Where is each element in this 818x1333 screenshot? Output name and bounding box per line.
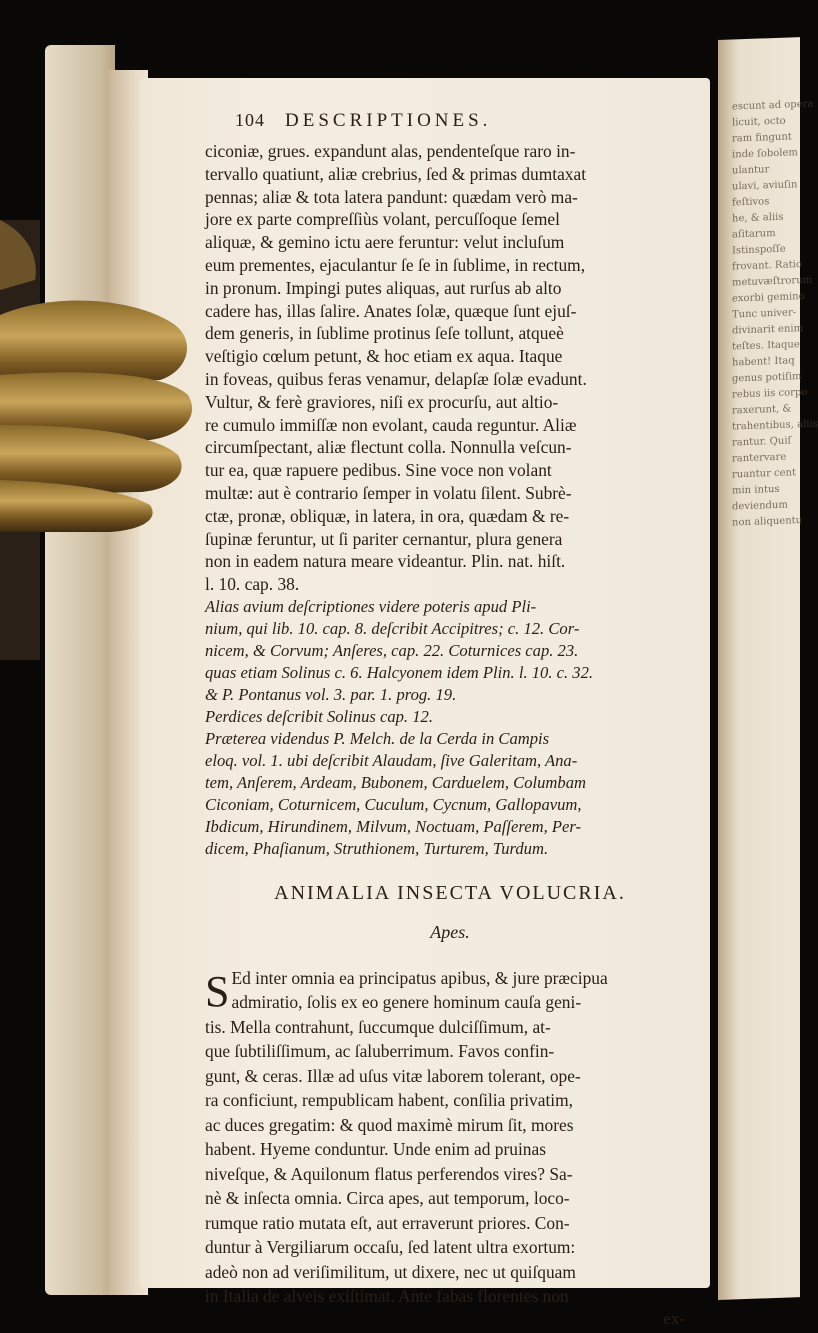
note-line: eloq. vol. 1. ubi deſcribit Alaudam, ſive Galeritam, Ana- xyxy=(205,750,578,770)
page-number: 104 xyxy=(235,110,265,130)
subsection-heading: Apes. xyxy=(430,921,470,942)
text-line: jore ex parte compreſſiùs volant, percuſſoque ſemel xyxy=(205,209,560,230)
drop-capital: S xyxy=(205,966,230,1016)
text-line: in pronum. Impingi putes aliquas, aut rurſus ab alto xyxy=(205,277,562,298)
running-head xyxy=(205,110,695,140)
text-line: rumque ratio mutata eſt, aut erraverunt priores. Con- xyxy=(205,1212,570,1233)
brass-book-stand-hand xyxy=(0,220,205,660)
text-line: in foveas, quibus feras venamur, delapſæ ſolæ evadunt. xyxy=(205,368,587,389)
page-text-area xyxy=(205,110,695,1333)
text-line: que ſubtiliſſimum, ac ſaluberrimum. Favos confin- xyxy=(205,1041,555,1062)
text-line: l. 10. cap. 38. xyxy=(205,574,300,595)
note-line: nicem, & Corvum; Anſeres, cap. 22. Coturnices cap. 23. xyxy=(205,640,579,660)
text-line: multæ: aut è contrario ſemper in volatu ſilent. Subrè- xyxy=(205,482,572,503)
note-line: dicem, Phaſianum, Struthionem, Turturem, Turdum. xyxy=(205,838,549,858)
text-line: circumſpectant, aliæ flectunt colla. Nonnulla veſcun- xyxy=(205,437,572,458)
text-line: pennas; aliæ & tota latera pandunt: quædam verò ma- xyxy=(205,186,578,207)
text-line: niveſque, & Aquilonum flatus perferendos vires? Sa- xyxy=(205,1163,573,1184)
running-head-title: DESCRIPTIONES. xyxy=(285,110,492,131)
text-line: nè & inſecta omnia. Circa apes, aut temporum, loco- xyxy=(205,1188,570,1209)
text-line: duntur à Vergiliarum occaſu, ſed latent ultra exortum: xyxy=(205,1237,576,1258)
text-line: ciconiæ, grues. expandunt alas, pendenteſque raro in- xyxy=(205,141,576,161)
text-line: in Italia de alveis exiſtimat. Ante fabas florentes non xyxy=(205,1286,569,1307)
text-line: tervallo quatiunt, aliæ crebrius, ſed & primas dumtaxat xyxy=(205,163,587,184)
text-line: Vultur, & ferè graviores, niſi ex procurſu, aut altio- xyxy=(205,391,559,412)
note-line: tem, Anſerem, Ardeam, Bubonem, Carduelem, Columbam xyxy=(205,772,586,792)
text-line: non in eadem natura meare videantur. Plin. nat. hiſt. xyxy=(205,551,566,572)
text-line: ac duces gregatim: & quod maximè mirum ſit, mores xyxy=(205,1114,574,1135)
text-line: adeò non ad veriſimilitum, ut dixere, nec ut quiſquam xyxy=(205,1261,576,1282)
note-line: Ibdicum, Hirundinem, Milvum, Noctuam, Paſſerem, Per- xyxy=(205,816,582,836)
text-line: tis. Mella contrahunt, ſuccumque dulciſſimum, at- xyxy=(205,1016,551,1037)
facing-page-text: escunt ad opera licuit, octo ram fingunt inde ſobolem ulantur ulavi, aviuſin feſtivos he, & aliis aſitarum Istinspoſſe frovant. Ratio metuvæſtrorum exorbi gemino Tunc univer- divinarit enim teſtes. Itaque habent! Itaq genus potiſim rebus iis corpo raxerunt, & trahentibus, aliis rantur. Quiſ rantervare ruantur cent min intus deviendum non aliquentu xyxy=(732,98,818,529)
note-line: nium, qui lib. 10. cap. 8. deſcribit Accipitres; c. 12. Cor- xyxy=(205,618,580,638)
bird-references-notes xyxy=(205,596,695,860)
text-line: gunt, & ceras. Illæ ad uſus vitæ laborem tolerant, ope- xyxy=(205,1065,581,1086)
text-line: ſupinæ feruntur, ut ſi pariter cernantur, plura genera xyxy=(205,528,563,549)
bees-paragraph xyxy=(205,966,695,1309)
note-line: Alias avium deſcriptiones videre poteris apud Pli- xyxy=(205,596,537,616)
note-line: Ciconiam, Coturnicem, Cuculum, Cycnum, Gallopavum, xyxy=(205,794,582,814)
note-line: Præterea videndus P. Melch. de la Cerda in Campis xyxy=(205,728,550,748)
text-line: veſtigio cœlum petunt, & hoc etiam ex aqua. Itaque xyxy=(205,346,563,367)
text-line: habent. Hyeme conduntur. Unde enim ad pruinas xyxy=(205,1139,546,1160)
facing-page xyxy=(718,37,818,1300)
note-line: Perdices deſcribit Solinus cap. 12. xyxy=(205,706,433,726)
text-line: aliquæ, & gemino ictu aere feruntur: velut incluſum xyxy=(205,232,565,253)
text-line: ra conficiunt, rempublicam habent, conſilia privatim, xyxy=(205,1090,573,1111)
text-line: Ed inter omnia ea principatus apibus, & jure præcipua xyxy=(231,967,608,988)
text-line: re cumulo immiſſæ non evolant, cauda reguntur. Aliæ xyxy=(205,414,577,435)
section-heading: ANIMALIA INSECTA VOLUCRIA. xyxy=(274,881,626,904)
catchword: ex- xyxy=(663,1308,685,1328)
text-line: cadere has, illas ſalire. Anates ſolæ, quæque ſunt ejuſ- xyxy=(205,300,577,321)
text-line: eum prementes, ejaculantur ſe ſe in ſublime, in rectum, xyxy=(205,254,586,275)
text-line: tur ea, quæ rapuere pedibus. Sine voce non volant xyxy=(205,460,552,481)
note-line: quas etiam Solinus c. 6. Halcyonem idem Plin. l. 10. c. 32. xyxy=(205,662,594,682)
text-line: ctæ, pronæ, obliquæ, in latera, in ora, quædam & re- xyxy=(205,505,570,526)
note-line: & P. Pontanus vol. 3. par. 1. prog. 19. xyxy=(205,684,457,704)
text-line: dem generis, in ſublime protinus ſeſe tollunt, atqueè xyxy=(205,323,564,344)
text-line: admiratio, ſolis ex eo genere hominum cauſa geni- xyxy=(231,992,582,1013)
birds-paragraph xyxy=(205,140,695,596)
